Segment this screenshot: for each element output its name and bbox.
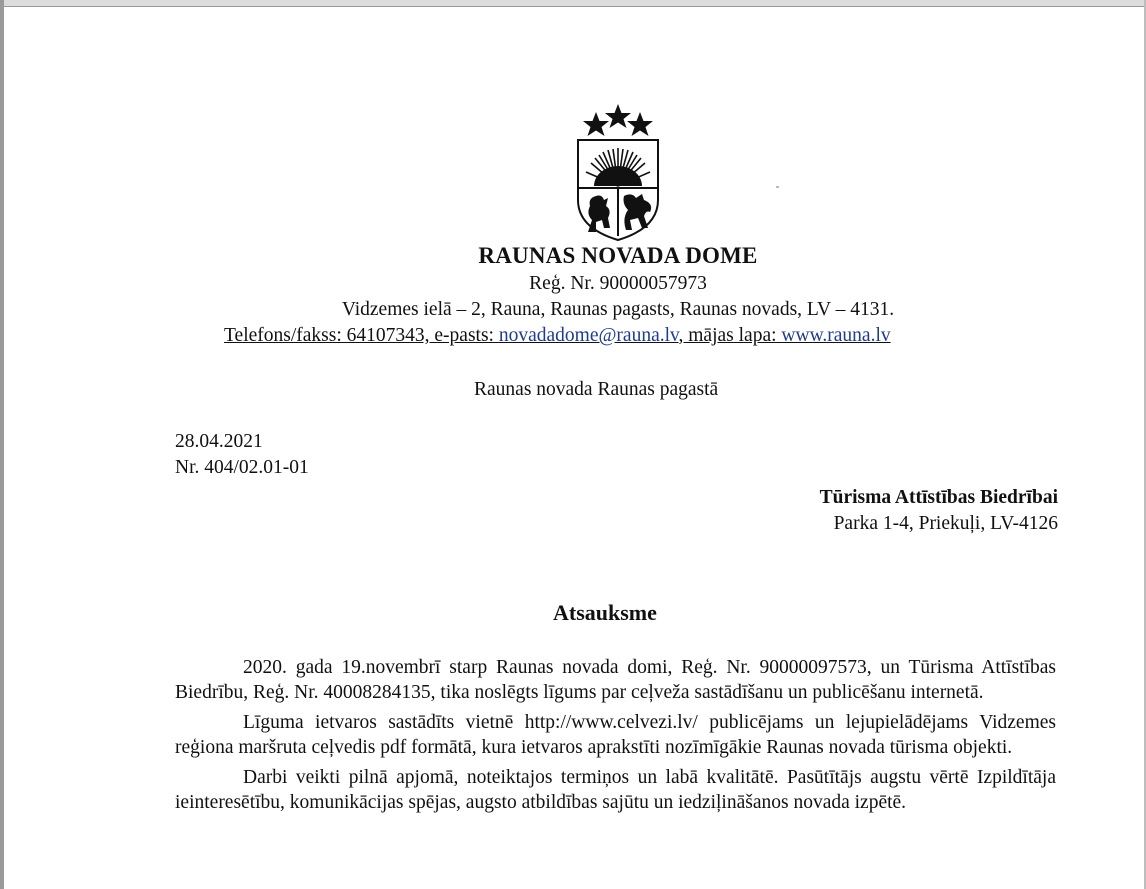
website-label: , mājas lapa: bbox=[678, 325, 782, 346]
recipient-block bbox=[820, 485, 1058, 537]
website-link[interactable]: www.rauna.lv bbox=[781, 325, 891, 346]
document-number: Nr. 404/02.01-01 bbox=[175, 457, 309, 478]
coat-of-arms-emblem bbox=[572, 100, 664, 242]
letter-date: 28.04.2021 bbox=[175, 431, 263, 452]
recipient-name: Tūrisma Attīstības Biedrībai bbox=[819, 487, 1058, 508]
letter-title: Atsauksme bbox=[553, 600, 657, 625]
body-paragraph: Līguma ietvaros sastādīts vietnē http://www.celvezi.lv/ publicējams un lejupielādējams Vidzemes reģiona maršruta ceļvedis pdf formātā, kura ietvaros aprakstīti nozīmīgākie Raunas novada tūrisma objekti. bbox=[175, 712, 1056, 758]
window-top-border bbox=[0, 0, 1146, 7]
body-paragraph: Darbi veikti pilnā apjomā, noteiktajos termiņos un labā kvalitātē. Pasūtītājs augstu vērtē Izpildītāja ieinteresētību, komunikācijas spējas, augsto atbildības sajūtu un iedziļināšanos novada izpētē. bbox=[175, 767, 1056, 813]
window-left-border bbox=[0, 0, 4, 889]
contact-line bbox=[224, 325, 891, 347]
scan-speck bbox=[776, 186, 779, 188]
recipient-address: Parka 1-4, Priekuļi, LV-4126 bbox=[833, 513, 1058, 534]
organization-address: Vidzemes ielā – 2, Rauna, Raunas pagasts, Raunas novads, LV – 4131. bbox=[341, 299, 895, 320]
letter-body bbox=[175, 655, 1056, 820]
three-stars-icon bbox=[583, 104, 653, 136]
email-link[interactable]: novadadome@rauna.lv bbox=[498, 325, 679, 346]
organization-name: RAUNAS NOVADA DOME bbox=[478, 243, 758, 268]
body-paragraph: 2020. gada 19.novembrī starp Raunas novada domi, Reģ. Nr. 90000097573, un Tūrisma Attīstības Biedrību, Reģ. Nr. 40008284135, tika noslēgts līgums par ceļveža sastādīšanu un publicēšanu internetā. bbox=[175, 657, 1056, 703]
registration-number: Reģ. Nr. 90000057973 bbox=[529, 273, 707, 294]
phone-label: Telefons/fakss: 64107343, e-pasts: bbox=[224, 325, 499, 346]
place-line: Raunas novada Raunas pagastā bbox=[474, 379, 719, 400]
